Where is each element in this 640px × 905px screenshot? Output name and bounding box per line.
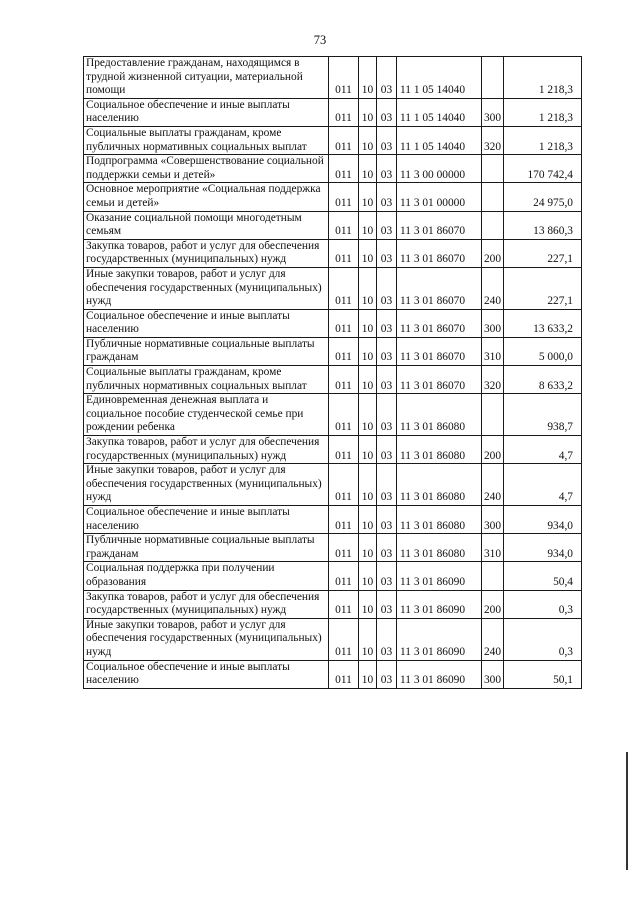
ministry-code: 011 — [329, 506, 359, 534]
table-row — [84, 562, 582, 590]
expense-type-code: 240 — [482, 464, 504, 506]
subsection-code: 03 — [377, 366, 397, 394]
scan-edge-mark — [626, 752, 628, 870]
target-article-code: 11 1 05 14040 — [397, 126, 482, 154]
subsection-code: 03 — [377, 126, 397, 154]
target-article-code: 11 3 01 86080 — [397, 464, 482, 506]
subsection-code: 03 — [377, 394, 397, 436]
amount: 4,7 — [504, 464, 582, 506]
amount: 934,0 — [504, 534, 582, 562]
expense-type-code: 320 — [482, 126, 504, 154]
amount: 24 975,0 — [504, 183, 582, 211]
section-code: 10 — [359, 436, 377, 464]
ministry-code: 011 — [329, 211, 359, 239]
subsection-code: 03 — [377, 464, 397, 506]
expense-type-code: 300 — [482, 506, 504, 534]
row-name: Публичные нормативные социальные выплаты гражданам — [84, 337, 329, 365]
table-row — [84, 506, 582, 534]
amount: 50,1 — [504, 660, 582, 688]
section-code: 10 — [359, 394, 377, 436]
target-article-code: 11 3 01 86090 — [397, 562, 482, 590]
target-article-code: 11 3 01 86070 — [397, 366, 482, 394]
amount: 1 218,3 — [504, 98, 582, 126]
amount: 13 860,3 — [504, 211, 582, 239]
target-article-code: 11 3 01 86090 — [397, 618, 482, 660]
amount: 5 000,0 — [504, 337, 582, 365]
amount: 934,0 — [504, 506, 582, 534]
amount: 1 218,3 — [504, 126, 582, 154]
section-code: 10 — [359, 309, 377, 337]
row-name: Подпрограмма «Совершенствование социальной поддержки семьи и детей» — [84, 155, 329, 183]
table-row — [84, 394, 582, 436]
row-name: Предоставление гражданам, находящимся в трудной жизненной ситуации, материальной помощи — [84, 57, 329, 99]
budget-table — [83, 56, 582, 689]
row-name: Закупка товаров, работ и услуг для обеспечения государственных (муниципальных) нужд — [84, 239, 329, 267]
subsection-code: 03 — [377, 436, 397, 464]
ministry-code: 011 — [329, 590, 359, 618]
section-code: 10 — [359, 618, 377, 660]
subsection-code: 03 — [377, 534, 397, 562]
target-article-code: 11 3 01 86070 — [397, 211, 482, 239]
expense-type-code: 200 — [482, 436, 504, 464]
table-row — [84, 366, 582, 394]
ministry-code: 011 — [329, 267, 359, 309]
row-name: Социальное обеспечение и иные выплаты населению — [84, 506, 329, 534]
target-article-code: 11 3 01 86070 — [397, 337, 482, 365]
table-row — [84, 239, 582, 267]
ministry-code: 011 — [329, 534, 359, 562]
section-code: 10 — [359, 211, 377, 239]
section-code: 10 — [359, 183, 377, 211]
ministry-code: 011 — [329, 57, 359, 99]
amount: 50,4 — [504, 562, 582, 590]
ministry-code: 011 — [329, 436, 359, 464]
row-name: Иные закупки товаров, работ и услуг для обеспечения государственных (муниципальных) нужд — [84, 267, 329, 309]
table-row — [84, 590, 582, 618]
table-row — [84, 618, 582, 660]
row-name: Оказание социальной помощи многодетным семьям — [84, 211, 329, 239]
page-number: 73 — [313, 33, 327, 47]
expense-type-code: 300 — [482, 660, 504, 688]
table-row — [84, 436, 582, 464]
table-row — [84, 660, 582, 688]
expense-type-code — [482, 562, 504, 590]
section-code: 10 — [359, 155, 377, 183]
subsection-code: 03 — [377, 57, 397, 99]
target-article-code: 11 1 05 14040 — [397, 98, 482, 126]
expense-type-code: 310 — [482, 337, 504, 365]
row-name: Социальное обеспечение и иные выплаты населению — [84, 98, 329, 126]
subsection-code: 03 — [377, 618, 397, 660]
target-article-code: 11 3 01 86070 — [397, 267, 482, 309]
target-article-code: 11 3 01 86080 — [397, 506, 482, 534]
expense-type-code: 240 — [482, 267, 504, 309]
amount: 227,1 — [504, 239, 582, 267]
section-code: 10 — [359, 366, 377, 394]
ministry-code: 011 — [329, 309, 359, 337]
expense-type-code: 200 — [482, 239, 504, 267]
subsection-code: 03 — [377, 239, 397, 267]
subsection-code: 03 — [377, 98, 397, 126]
ministry-code: 011 — [329, 98, 359, 126]
row-name: Закупка товаров, работ и услуг для обеспечения государственных (муниципальных) нужд — [84, 436, 329, 464]
section-code: 10 — [359, 660, 377, 688]
expense-type-code — [482, 155, 504, 183]
expense-type-code: 310 — [482, 534, 504, 562]
target-article-code: 11 1 05 14040 — [397, 57, 482, 99]
section-code: 10 — [359, 534, 377, 562]
subsection-code: 03 — [377, 183, 397, 211]
expense-type-code: 300 — [482, 98, 504, 126]
amount: 227,1 — [504, 267, 582, 309]
amount: 1 218,3 — [504, 57, 582, 99]
expense-type-code — [482, 183, 504, 211]
target-article-code: 11 3 01 86080 — [397, 394, 482, 436]
row-name: Основное мероприятие «Социальная поддержка семьи и детей» — [84, 183, 329, 211]
table-row — [84, 267, 582, 309]
section-code: 10 — [359, 267, 377, 309]
row-name: Социальное обеспечение и иные выплаты населению — [84, 660, 329, 688]
ministry-code: 011 — [329, 337, 359, 365]
row-name: Иные закупки товаров, работ и услуг для обеспечения государственных (муниципальных) нужд — [84, 464, 329, 506]
amount: 4,7 — [504, 436, 582, 464]
subsection-code: 03 — [377, 155, 397, 183]
section-code: 10 — [359, 562, 377, 590]
table-row — [84, 155, 582, 183]
subsection-code: 03 — [377, 590, 397, 618]
target-article-code: 11 3 00 00000 — [397, 155, 482, 183]
row-name: Закупка товаров, работ и услуг для обеспечения государственных (муниципальных) нужд — [84, 590, 329, 618]
ministry-code: 011 — [329, 464, 359, 506]
expense-type-code — [482, 57, 504, 99]
table-row — [84, 534, 582, 562]
ministry-code: 011 — [329, 562, 359, 590]
row-name: Публичные нормативные социальные выплаты гражданам — [84, 534, 329, 562]
target-article-code: 11 3 01 00000 — [397, 183, 482, 211]
amount: 8 633,2 — [504, 366, 582, 394]
target-article-code: 11 3 01 86070 — [397, 239, 482, 267]
target-article-code: 11 3 01 86090 — [397, 590, 482, 618]
table-row — [84, 309, 582, 337]
section-code: 10 — [359, 126, 377, 154]
section-code: 10 — [359, 506, 377, 534]
section-code: 10 — [359, 590, 377, 618]
amount: 0,3 — [504, 590, 582, 618]
subsection-code: 03 — [377, 660, 397, 688]
expense-type-code: 240 — [482, 618, 504, 660]
section-code: 10 — [359, 464, 377, 506]
table-row — [84, 211, 582, 239]
section-code: 10 — [359, 57, 377, 99]
subsection-code: 03 — [377, 337, 397, 365]
section-code: 10 — [359, 98, 377, 126]
subsection-code: 03 — [377, 562, 397, 590]
subsection-code: 03 — [377, 267, 397, 309]
table-row — [84, 464, 582, 506]
amount: 938,7 — [504, 394, 582, 436]
row-name: Иные закупки товаров, работ и услуг для обеспечения государственных (муниципальных) нужд — [84, 618, 329, 660]
row-name: Социальное обеспечение и иные выплаты населению — [84, 309, 329, 337]
expense-type-code: 300 — [482, 309, 504, 337]
target-article-code: 11 3 01 86090 — [397, 660, 482, 688]
amount: 13 633,2 — [504, 309, 582, 337]
table-row — [84, 183, 582, 211]
amount: 170 742,4 — [504, 155, 582, 183]
table-row — [84, 57, 582, 99]
subsection-code: 03 — [377, 211, 397, 239]
ministry-code: 011 — [329, 126, 359, 154]
ministry-code: 011 — [329, 239, 359, 267]
row-name: Единовременная денежная выплата и социальное пособие студенческой семье при рождении ребенка — [84, 394, 329, 436]
expense-type-code — [482, 394, 504, 436]
subsection-code: 03 — [377, 309, 397, 337]
expense-type-code: 320 — [482, 366, 504, 394]
ministry-code: 011 — [329, 183, 359, 211]
ministry-code: 011 — [329, 394, 359, 436]
ministry-code: 011 — [329, 155, 359, 183]
ministry-code: 011 — [329, 366, 359, 394]
target-article-code: 11 3 01 86070 — [397, 309, 482, 337]
ministry-code: 011 — [329, 618, 359, 660]
section-code: 10 — [359, 239, 377, 267]
ministry-code: 011 — [329, 660, 359, 688]
subsection-code: 03 — [377, 506, 397, 534]
table-row — [84, 98, 582, 126]
expense-type-code — [482, 211, 504, 239]
row-name: Социальные выплаты гражданам, кроме публичных нормативных социальных выплат — [84, 366, 329, 394]
row-name: Социальная поддержка при получении образования — [84, 562, 329, 590]
target-article-code: 11 3 01 86080 — [397, 534, 482, 562]
row-name: Социальные выплаты гражданам, кроме публичных нормативных социальных выплат — [84, 126, 329, 154]
table-row — [84, 126, 582, 154]
expense-type-code: 200 — [482, 590, 504, 618]
table-row — [84, 337, 582, 365]
section-code: 10 — [359, 337, 377, 365]
amount: 0,3 — [504, 618, 582, 660]
target-article-code: 11 3 01 86080 — [397, 436, 482, 464]
